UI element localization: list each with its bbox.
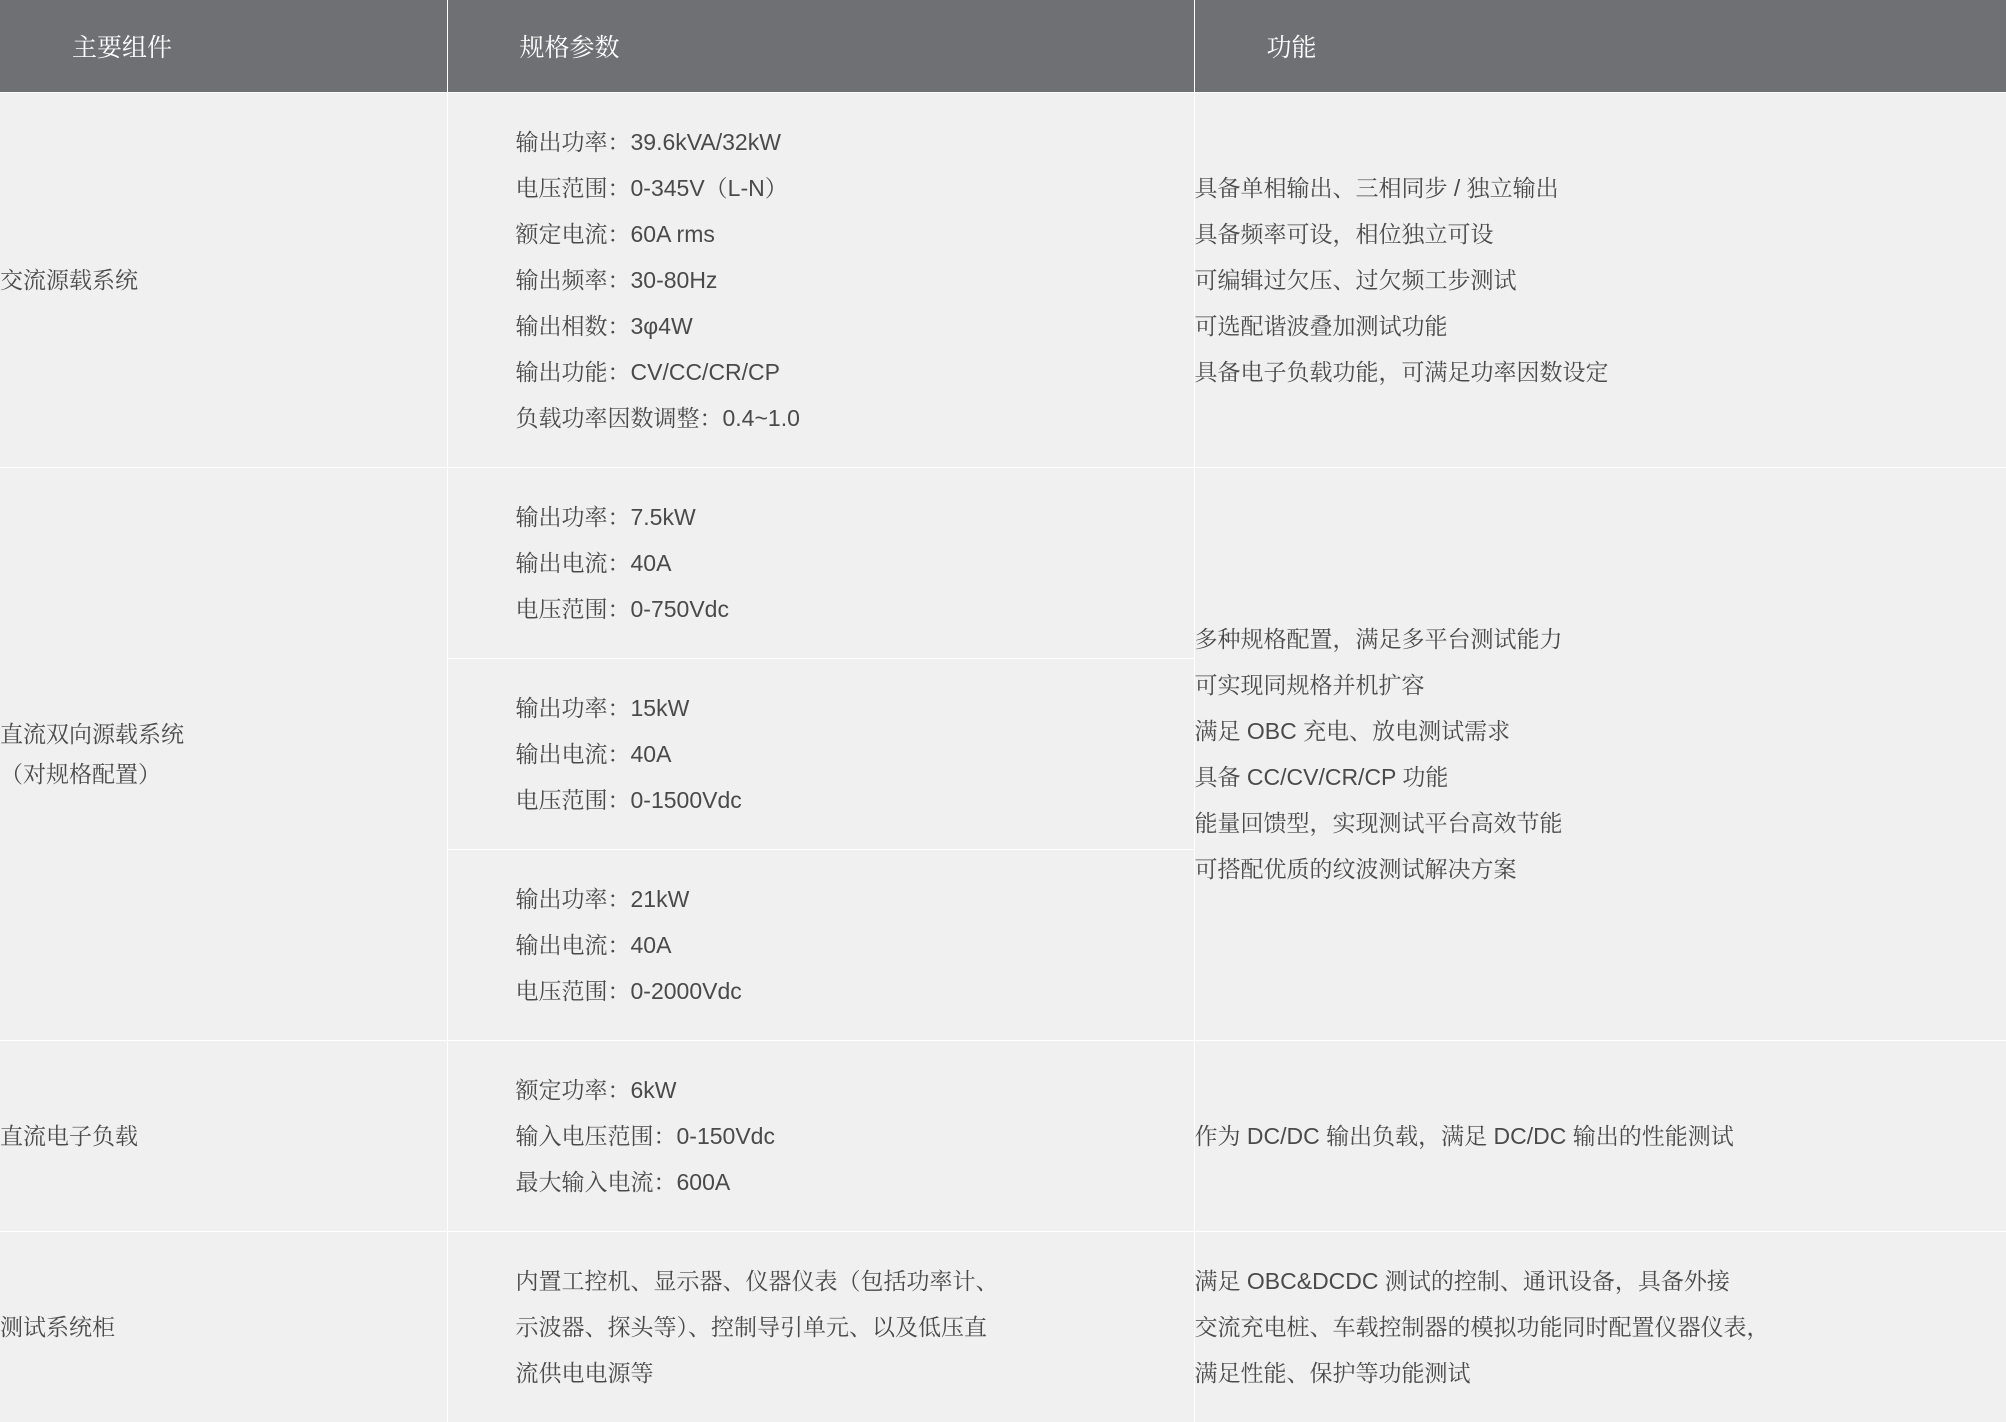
table-header-row: [0, 0, 2006, 93]
cell-component-name: [0, 468, 447, 1041]
spec-line: 电压范围：0-750Vdc: [516, 586, 1164, 632]
cell-spec-params: [447, 468, 1194, 1041]
table-body: [0, 93, 2006, 1422]
spec-group: [448, 849, 1194, 1040]
spec-line: 输出电流：40A: [516, 922, 1164, 968]
spec-line: 示波器、探头等）、控制导引单元、以及低压直: [516, 1304, 1164, 1350]
spec-line: 输出功率：39.6kVA/32kW: [516, 119, 1164, 165]
spec-line: 电压范围：0-1500Vdc: [516, 777, 1164, 823]
spec-group: [448, 93, 1194, 467]
component-name-line: 直流电子负载: [0, 1116, 447, 1156]
spec-line: 输出功率：21kW: [516, 876, 1164, 922]
component-name-line: 测试系统柜: [0, 1307, 447, 1347]
table-header: [0, 0, 2006, 93]
column-header-spec: 规格参数: [447, 0, 1194, 93]
cell-spec-params: [447, 1041, 1194, 1232]
column-header-function: 功能: [1194, 0, 2006, 93]
spec-group: [448, 468, 1194, 658]
spec-line: 流供电电源等: [516, 1350, 1164, 1396]
column-header-component: 主要组件: [0, 0, 447, 93]
function-line: 满足 OBC&DCDC 测试的控制、通讯设备，具备外接: [1195, 1258, 2006, 1304]
function-line: 多种规格配置，满足多平台测试能力: [1195, 616, 2006, 662]
component-name-line: 直流双向源载系统: [0, 714, 447, 754]
cell-component-name: [0, 1232, 447, 1422]
cell-function: [1194, 1232, 2006, 1422]
spec-line: 输出功能：CV/CC/CR/CP: [516, 349, 1164, 395]
cell-component-name: [0, 1041, 447, 1232]
table-row: [0, 93, 2006, 468]
cell-function: [1194, 1041, 2006, 1232]
function-line: 具备电子负载功能，可满足功率因数设定: [1195, 349, 2006, 395]
function-line: 能量回馈型，实现测试平台高效节能: [1195, 800, 2006, 846]
spec-line: 输出功率：7.5kW: [516, 494, 1164, 540]
cell-function: [1194, 468, 2006, 1041]
component-name-line: 交流源载系统: [0, 260, 447, 300]
spec-line: 输出电流：40A: [516, 540, 1164, 586]
function-line: 具备 CC/CV/CR/CP 功能: [1195, 754, 2006, 800]
function-line: 具备单相输出、三相同步 / 独立输出: [1195, 165, 2006, 211]
spec-group: [448, 1041, 1194, 1231]
spec-line: 输入电压范围：0-150Vdc: [516, 1113, 1164, 1159]
spec-line: 内置工控机、显示器、仪器仪表（包括功率计、: [516, 1258, 1164, 1304]
spec-line: 最大输入电流：600A: [516, 1159, 1164, 1205]
function-line: 交流充电桩、车载控制器的模拟功能同时配置仪器仪表，: [1195, 1304, 2006, 1350]
spec-line: 电压范围：0-2000Vdc: [516, 968, 1164, 1014]
function-line: 可实现同规格并机扩容: [1195, 662, 2006, 708]
cell-spec-params: [447, 1232, 1194, 1422]
spec-line: 电压范围：0-345V（L-N）: [516, 165, 1164, 211]
spec-line: 输出频率：30-80Hz: [516, 257, 1164, 303]
component-name-line: （对规格配置）: [0, 754, 447, 794]
spec-group: [448, 1232, 1194, 1422]
spec-line: 输出相数：3φ4W: [516, 303, 1164, 349]
spec-line: 输出电流：40A: [516, 731, 1164, 777]
function-line: 满足 OBC 充电、放电测试需求: [1195, 708, 2006, 754]
cell-component-name: [0, 93, 447, 468]
function-line: 可搭配优质的纹波测试解决方案: [1195, 846, 2006, 892]
spec-line: 额定电流：60A rms: [516, 211, 1164, 257]
table-row: [0, 468, 2006, 1041]
table-row: [0, 1041, 2006, 1232]
function-line: 可选配谐波叠加测试功能: [1195, 303, 2006, 349]
cell-spec-params: [447, 93, 1194, 468]
spec-line: 负载功率因数调整：0.4~1.0: [516, 395, 1164, 441]
function-line: 作为 DC/DC 输出负载，满足 DC/DC 输出的性能测试: [1195, 1113, 2006, 1159]
spec-line: 输出功率：15kW: [516, 685, 1164, 731]
cell-function: [1194, 93, 2006, 468]
function-line: 具备频率可设，相位独立可设: [1195, 211, 2006, 257]
table-row: [0, 1232, 2006, 1422]
spec-group: [448, 658, 1194, 849]
function-line: 可编辑过欠压、过欠频工步测试: [1195, 257, 2006, 303]
spec-line: 额定功率：6kW: [516, 1067, 1164, 1113]
function-line: 满足性能、保护等功能测试: [1195, 1350, 2006, 1396]
